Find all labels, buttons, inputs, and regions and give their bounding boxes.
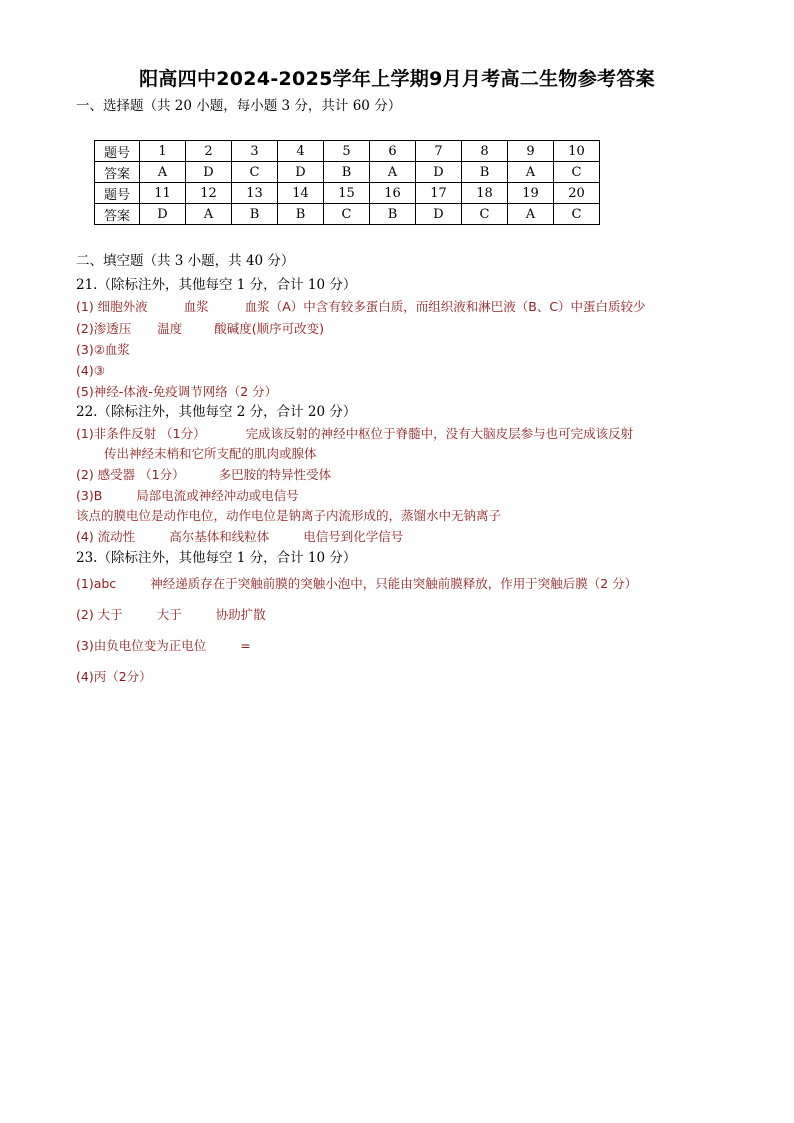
answer-table-cell: 8 (462, 141, 508, 162)
answer-table-cell: 6 (370, 141, 416, 162)
q23-answer-2 (76, 606, 266, 624)
q23-answer-1-part-2: 神经递质存在于突触前膜的突触小泡中，只能由突触前膜释放，作用于突触后膜（2 分） (150, 576, 638, 591)
q21-answer-1-part-2: 血浆 (183, 299, 209, 314)
q22-answer-2 (76, 466, 331, 484)
answer-table-row-label: 答案 (95, 162, 140, 183)
answer-table-row-label: 题号 (95, 183, 140, 204)
q23-answer-1 (76, 575, 637, 593)
q21-answer-2-part-3: 酸碱度(顺序可改变) (214, 321, 324, 336)
answer-table-cell: 7 (416, 141, 462, 162)
q22-answer-4-part-2: 高尔基体和线粒体 (169, 529, 270, 544)
q22-answer-1-part-1: (1)非条件反射 （1分） (76, 426, 206, 441)
answer-table-cell: B (370, 204, 416, 225)
answer-table-cell: A (508, 204, 554, 225)
q22-answer-1-part-2: 完成该反射的神经中枢位于脊髓中，没有大脑皮层参与也可完成该反射 (245, 426, 634, 441)
answer-table-row (95, 183, 600, 204)
answer-table-cell: 18 (462, 183, 508, 204)
q21-answer-2-part-2: 温度 (157, 321, 183, 336)
q23-answer-2-part-3: 协助扩散 (215, 607, 266, 622)
answer-table-cell: 17 (416, 183, 462, 204)
q21-answer-1 (76, 298, 646, 316)
q23-answer-3-part-1: (3)由负电位变为正电位 (76, 638, 207, 653)
answer-table-row-label: 题号 (95, 141, 140, 162)
answer-table-cell: C (554, 162, 600, 183)
q22-answer-2-part-1: (2) 感受器 （1分） (76, 467, 185, 482)
q22-answer-1 (76, 425, 633, 443)
answer-table-cell: A (370, 162, 416, 183)
q23-answer-1-part-1: (1)abc (76, 576, 117, 591)
answer-table-cell: 4 (278, 141, 324, 162)
q21-answer-1-part-3: 血浆（A）中含有较多蛋白质，而组织液和淋巴液（B、C）中蛋白质较少 (244, 299, 646, 314)
section2-heading: 二、填空题（共 3 小题，共 40 分） (76, 253, 295, 269)
page-title: 阳高四中2024-2025学年上学期9月月考高二生物参考答案 (139, 68, 655, 90)
q22-answer-3-part-2: 局部电流或神经冲动或电信号 (136, 488, 299, 503)
answer-table-cell: C (324, 204, 370, 225)
answer-table-cell: B (278, 204, 324, 225)
q22-heading: 22.（除标注外，其他每空 2 分，合计 20 分） (76, 404, 357, 420)
answer-table-cell: D (416, 204, 462, 225)
q22-answer-3-part-1: (3)B (76, 488, 103, 503)
q21-answer-1-part-1: (1) 细胞外液 (76, 299, 148, 314)
answer-table-cell: 15 (324, 183, 370, 204)
answer-table-cell: 16 (370, 183, 416, 204)
answer-table-cell: A (186, 204, 232, 225)
q22-answer-2-part-2: 多巴胺的特异性受体 (218, 467, 332, 482)
answer-table-cell: 9 (508, 141, 554, 162)
answer-table-cell: 1 (140, 141, 186, 162)
answer-table-row (95, 162, 600, 183)
answer-table-cell: 11 (140, 183, 186, 204)
q21-answer-3: (3)②血浆 (76, 342, 130, 357)
answer-table-cell: D (140, 204, 186, 225)
answer-table-cell: 3 (232, 141, 278, 162)
answer-table-cell: C (554, 204, 600, 225)
answer-table-cell: 20 (554, 183, 600, 204)
answer-table-row-label: 答案 (95, 204, 140, 225)
q23-answer-2-part-1: (2) 大于 (76, 607, 123, 622)
answer-table-cell: 13 (232, 183, 278, 204)
q21-answer-5: (5)神经-体液-免疫调节网络（2 分） (76, 384, 278, 399)
q23-answer-2-part-2: 大于 (156, 607, 182, 622)
q23-heading: 23.（除标注外，其他每空 1 分，合计 10 分） (76, 550, 357, 566)
q22-answer-3-explanation: 该点的膜电位是动作电位，动作电位是钠离子内流形成的，蒸馏水中无钠离子 (76, 508, 502, 523)
q22-answer-1-continued: 传出神经末梢和它所支配的肌肉或腺体 (104, 446, 317, 461)
answer-table-cell: 2 (186, 141, 232, 162)
q23-answer-4: (4)丙（2分） (76, 669, 152, 684)
answer-table-row (95, 141, 600, 162)
answer-table-cell: B (324, 162, 370, 183)
answer-table-cell: C (232, 162, 278, 183)
q21-answer-4: (4)③ (76, 363, 105, 378)
answer-table-cell: D (278, 162, 324, 183)
answer-table-cell: 14 (278, 183, 324, 204)
answer-table-cell: 5 (324, 141, 370, 162)
answer-table-row (95, 204, 600, 225)
q23-answer-3 (76, 637, 251, 655)
answer-table-cell: D (416, 162, 462, 183)
q21-heading: 21.（除标注外，其他每空 1 分，合计 10 分） (76, 277, 357, 293)
q23-answer-3-part-2: = (240, 638, 251, 653)
answer-table-cell: B (462, 162, 508, 183)
q21-answer-2 (76, 320, 324, 338)
answer-table-cell: 19 (508, 183, 554, 204)
answer-table (94, 140, 600, 225)
answer-table-cell: 12 (186, 183, 232, 204)
answer-table-cell: 10 (554, 141, 600, 162)
answer-table-cell: D (186, 162, 232, 183)
answer-table-cell: A (140, 162, 186, 183)
q21-answer-2-part-1: (2)渗透压 (76, 321, 132, 336)
q22-answer-3 (76, 487, 299, 505)
answer-table-cell: C (462, 204, 508, 225)
q22-answer-4-part-3: 电信号到化学信号 (303, 529, 404, 544)
answer-table-cell: B (232, 204, 278, 225)
q22-answer-4-part-1: (4) 流动性 (76, 529, 136, 544)
answer-table-cell: A (508, 162, 554, 183)
q22-answer-4 (76, 528, 403, 546)
section1-heading: 一、选择题（共 20 小题，每小题 3 分，共计 60 分） (76, 98, 402, 114)
